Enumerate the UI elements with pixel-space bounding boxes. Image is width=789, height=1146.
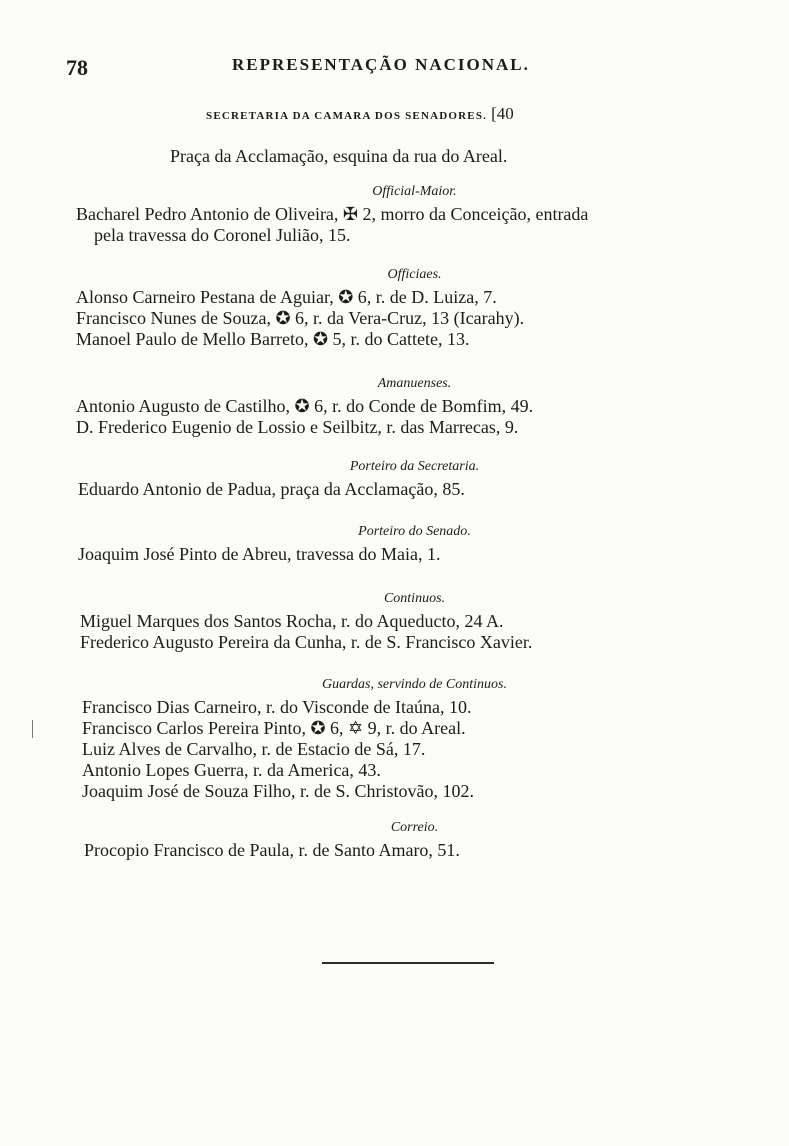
directory-entry <box>0 611 789 632</box>
section <box>0 372 789 438</box>
margin-mark <box>32 720 33 738</box>
directory-entry <box>0 697 789 718</box>
entry-line: Procopio Francisco de Paula, r. de Santo Amaro, 51. <box>84 840 460 860</box>
section <box>0 455 789 500</box>
running-head: REPRESENTAÇÃO NACIONAL. <box>232 55 530 74</box>
section-title: Official-Maior. <box>372 184 457 199</box>
directory-entry <box>0 308 789 329</box>
directory-entry <box>0 417 789 438</box>
entry-line: Manoel Paulo de Mello Barreto, ✪ 5, r. do Cattete, 13. <box>76 329 470 349</box>
section-title: Amanuenses. <box>377 376 452 391</box>
directory-entry <box>0 204 789 246</box>
section-title: Continuos. <box>383 591 446 606</box>
section <box>0 816 789 861</box>
entry-line: Frederico Augusto Pereira da Cunha, r. de S. Francisco Xavier. <box>80 632 533 652</box>
entry-line: Antonio Augusto de Castilho, ✪ 6, r. do Conde de Bomfim, 49. <box>76 396 534 416</box>
directory-entry <box>0 479 789 500</box>
entry-line: Joaquim José de Souza Filho, r. de S. Christovão, 102. <box>82 781 474 801</box>
entry-line: Francisco Nunes de Souza, ✪ 6, r. da Vera-Cruz, 13 (Icarahy). <box>76 308 525 328</box>
directory-entry <box>0 760 789 781</box>
entry-line: Antonio Lopes Guerra, r. da America, 43. <box>82 760 381 780</box>
section-title: Guardas, servindo de Continuos. <box>322 677 507 692</box>
directory-entry <box>0 739 789 760</box>
entry-line: Eduardo Antonio de Padua, praça da Acclamação, 85. <box>78 479 465 499</box>
section <box>0 673 789 802</box>
entry-line: Bacharel Pedro Antonio de Oliveira, ✠ 2, morro da Conceição, entrada <box>76 204 589 224</box>
directory-entry <box>0 544 789 565</box>
section-title: Correio. <box>390 820 439 835</box>
directory-entry <box>0 329 789 350</box>
entry-line: Luiz Alves de Carvalho, r. de Estacio de Sá, 17. <box>82 739 426 759</box>
section-title: Porteiro do Senado. <box>358 524 471 539</box>
entry-line: Francisco Carlos Pereira Pinto, ✪ 6, ✡ 9, r. do Areal. <box>82 718 466 738</box>
section <box>0 587 789 653</box>
entry-line: D. Frederico Eugenio de Lossio e Seilbitz, r. das Marrecas, 9. <box>76 417 519 437</box>
office-name: SECRETARIA DA CAMARA DOS SENADORES. <box>206 110 488 122</box>
entry-line: Alonso Carneiro Pestana de Aguiar, ✪ 6, r. de D. Luiza, 7. <box>76 287 497 307</box>
office-code: [40 <box>491 104 514 123</box>
closing-rule <box>322 962 494 964</box>
directory-entry <box>0 287 789 308</box>
section-title: Porteiro da Secretaria. <box>349 459 480 474</box>
entry-line: Miguel Marques dos Santos Rocha, r. do Aqueducto, 24 A. <box>80 611 504 631</box>
office-address: Praça da Acclamação, esquina da rua do Areal. <box>170 146 508 166</box>
directory-entry <box>0 840 789 861</box>
section <box>0 520 789 565</box>
directory-entry <box>0 718 789 739</box>
entry-line: Francisco Dias Carneiro, r. do Visconde de Itaúna, 10. <box>82 697 472 717</box>
section <box>0 180 789 246</box>
directory-entry <box>0 396 789 417</box>
section <box>0 263 789 350</box>
section-title: Officiaes. <box>387 267 442 282</box>
page-number: 78 <box>66 55 88 80</box>
directory-entry <box>0 781 789 802</box>
directory-entry <box>0 632 789 653</box>
office-heading <box>206 104 514 124</box>
entry-line: pela travessa do Coronel Julião, 15. <box>94 225 351 245</box>
entry-line: Joaquim José Pinto de Abreu, travessa do Maia, 1. <box>78 544 441 564</box>
